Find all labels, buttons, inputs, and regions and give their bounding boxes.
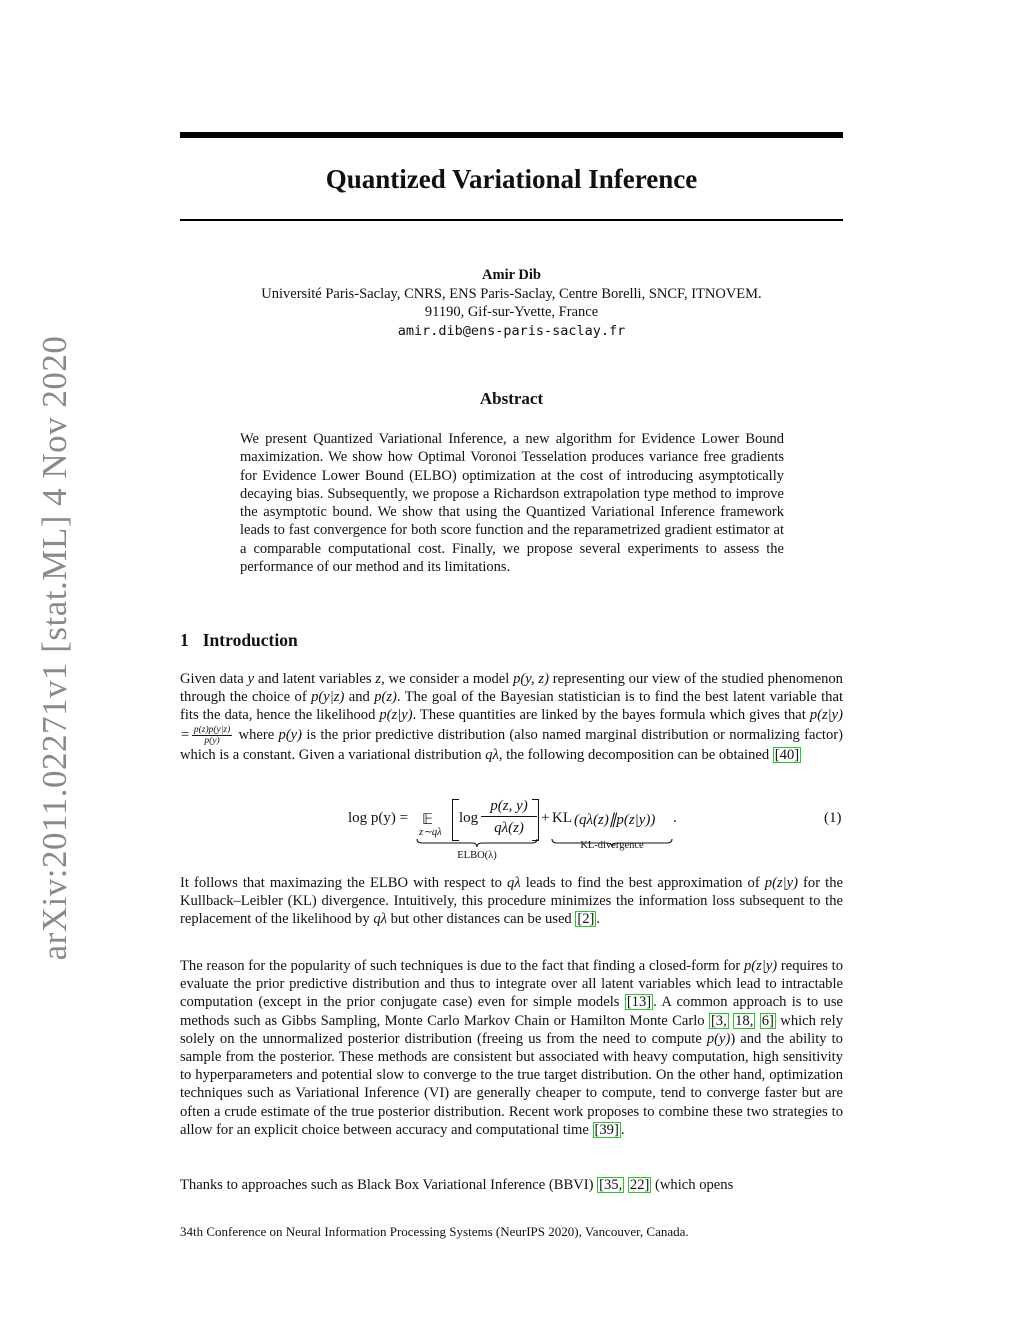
equation-1 — [180, 796, 843, 866]
inline-fraction — [192, 725, 232, 746]
math: p(y) — [278, 726, 303, 743]
paragraph-1 — [180, 670, 843, 764]
abstract-text: We present Quantized Variational Inference, a new algorithm for Evidence Lower Bound maximization. We show how Optimal Voronoi Tesselation produces variance free gradients for Evidence Lower Bound (ELBO) optimization at the cost of introducing asymptotically decaying bias. Subsequently, we propose a Richardson extrapolation type method to improve the asymptotic bound. We show that using the Quantized Variational Inference framework leads to fast convergence for both score function and the reparametrized gradient estimator at a comparable computational cost. Finally, we propose several experiments to assess the performance of our method and its limitations. — [240, 431, 784, 576]
section-title: Introduction — [202, 630, 298, 650]
eq-lhs: log p(y) = — [348, 810, 409, 826]
math: y — [247, 671, 255, 687]
eq-brace-label-kl: KL-divergence — [580, 840, 644, 851]
text: . These quantities are linked by the bayes formula which gives that — [412, 707, 810, 724]
citation-link[interactable]: 6] — [761, 1012, 774, 1029]
text: which rely solely on the unnormalized posterior distribution (freeing us from the need to compute — [180, 1012, 844, 1047]
fraction-numerator: p(z)p(y|z) — [193, 724, 231, 735]
text: The reason for the popularity of such techniques is due to the fact that finding a closed-form for — [180, 958, 744, 974]
text: It follows that maximazing the ELBO with respect to — [180, 875, 508, 891]
math: p(z) — [374, 689, 397, 706]
citation-link[interactable]: 18, — [735, 1012, 754, 1029]
eq-frac-numerator: p(z, y) — [481, 798, 537, 817]
citation-link[interactable]: [40] — [774, 746, 800, 763]
paragraph-2 — [180, 874, 843, 929]
eq-plus: + — [541, 810, 550, 826]
arxiv-stamp-text: arXiv:2011.02271v1 [stat.ML] 4 Nov 2020 — [35, 335, 74, 961]
text: leads to find the best approximation of — [520, 875, 765, 891]
math: p(y|z) — [311, 689, 345, 706]
math: p(z|y) — [743, 958, 778, 974]
conference-footnote: 34th Conference on Neural Information Processing Systems (NeurIPS 2020), Vancouver, Canada. — [180, 1224, 689, 1239]
text: requires to evaluate the prior predictive distribution and thus to integrate over all latent variables which lead to intractable computation (except in the prior conjugate case) even for simple models — [180, 958, 843, 1011]
fraction-denominator: p(y) — [204, 735, 220, 746]
citation-link[interactable]: 22] — [629, 1177, 650, 1193]
section-heading — [180, 630, 298, 651]
citation-link[interactable]: [13] — [626, 994, 652, 1011]
title-rule-top — [180, 132, 843, 138]
title-rule-bottom — [180, 219, 843, 221]
math: z — [375, 671, 382, 687]
author-block — [180, 266, 843, 340]
equation-number: (1) — [824, 810, 842, 826]
eq-kl: KL — [552, 810, 572, 826]
eq-period: . — [673, 810, 677, 826]
citation-link[interactable]: [2] — [577, 911, 595, 928]
eq-expectation: 𝔼 — [422, 812, 433, 828]
eq-left-bracket — [452, 799, 459, 841]
math: p(y, z) — [513, 671, 549, 687]
citation-link[interactable]: [3, — [710, 1012, 727, 1029]
math: qλ — [373, 911, 387, 928]
paragraph-4 — [180, 1176, 843, 1194]
author-affiliation: Université Paris-Saclay, CNRS, ENS Paris-Saclay, Centre Borelli, SNCF, ITNOVEM. — [261, 285, 762, 302]
eq-frac-denominator: qλ(z) — [494, 820, 524, 836]
math: qλ — [507, 875, 521, 891]
text: . — [620, 1121, 625, 1138]
math: p(z|y) — [764, 875, 798, 891]
eq-right-bracket — [532, 799, 539, 841]
text: . A common approach is to use methods such as Gibbs Sampling, Monte Carlo Markov Chain or Hamilton Monte Carlo — [180, 994, 843, 1029]
citation-link[interactable]: [35, — [599, 1177, 623, 1193]
text: and latent variables — [254, 671, 376, 687]
citation-link[interactable]: [39] — [594, 1121, 619, 1138]
text: . — [596, 911, 601, 928]
text: ) and the ability to sample from the posterior. These methods are consistent but associated with heavy computation, high sensitivity to hyperparameters and potential slow to converge to the true target distribution. On the other hand, optimization techniques such as Variational Inference (VI) are generally cheaper to compute, tend to converge faster but are often a crude estimate of the true posterior distribution. Recent work proposes to combine these two strategies to allow for an explicit choice between accuracy and computational time — [180, 1030, 843, 1138]
author-name: Amir Dib — [482, 267, 541, 283]
math: p(y) — [706, 1030, 731, 1047]
eq-underbrace-elbo — [416, 838, 538, 848]
text: Given data — [180, 671, 248, 687]
text: but other distances can be used — [386, 911, 576, 928]
math: p(z|y) — [379, 707, 413, 724]
text: and — [344, 689, 375, 706]
text: is the prior predictive distribution (also named marginal distribution or normalizing factor) which is a constant. Given a variational distribution — [180, 726, 843, 763]
text: , we consider a model — [381, 671, 514, 687]
text: representing our view of the studied phenomenon through the choice of — [180, 671, 843, 706]
text: where — [234, 726, 279, 743]
text: , the following decomposition can be obtained — [498, 746, 773, 763]
math: qλ — [485, 746, 499, 763]
text: (which opens — [651, 1177, 734, 1193]
eq-brace-label-elbo: ELBO(λ) — [457, 850, 497, 861]
eq-kl-argument: (qλ(z)∥p(z|y)) — [574, 812, 656, 828]
text: . The goal of the Bayesian statistician is to find the best latent variable that fits the data, hence the likelihood — [180, 689, 844, 724]
math: p(z|y) = — [180, 707, 844, 743]
abstract-heading: Abstract — [479, 389, 544, 408]
author-email[interactable]: amir.dib@ens-paris-saclay.fr — [397, 322, 626, 339]
text: for the Kullback–Leibler (KL) divergence. Intuitively, this procedure minimizes the information loss subsequent to the replacement of the likelihood by — [180, 875, 843, 928]
text: Thanks to approaches such as Black Box Variational Inference (BBVI) — [180, 1177, 598, 1193]
section-number: 1 — [180, 630, 189, 650]
eq-log: log — [459, 810, 479, 826]
author-address: 91190, Gif-sur-Yvette, France — [424, 304, 599, 320]
paragraph-3 — [180, 957, 843, 1139]
eq-expectation-subscript: z∼qλ — [419, 827, 442, 838]
paper-title: Quantized Variational Inference — [325, 164, 698, 194]
